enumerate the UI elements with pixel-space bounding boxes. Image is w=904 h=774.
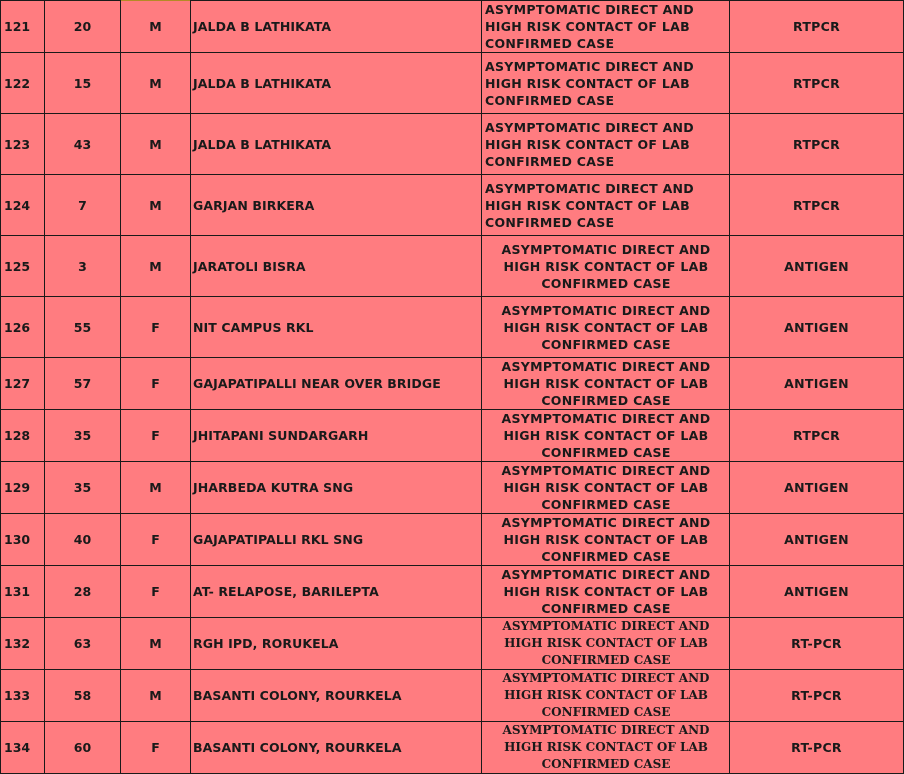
remarks-cell[interactable]: ASYMPTOMATIC DIRECT AND HIGH RISK CONTACT OF LAB CONFIRMED CASE bbox=[482, 1, 730, 53]
table-row[interactable] bbox=[1, 618, 904, 670]
test-type-cell[interactable]: RTPCR bbox=[730, 410, 904, 462]
serial-number-cell[interactable]: 125 bbox=[1, 236, 45, 297]
test-type-cell[interactable]: ANTIGEN bbox=[730, 566, 904, 618]
serial-number-cell[interactable]: 124 bbox=[1, 175, 45, 236]
test-type-cell[interactable]: ANTIGEN bbox=[730, 358, 904, 410]
serial-number-cell[interactable]: 121 bbox=[1, 1, 45, 53]
table-row[interactable] bbox=[1, 236, 904, 297]
age-cell[interactable]: 15 bbox=[45, 53, 121, 114]
test-type-cell[interactable]: RT-PCR bbox=[730, 618, 904, 670]
test-type-cell[interactable]: RTPCR bbox=[730, 53, 904, 114]
address-cell[interactable]: GAJAPATIPALLI NEAR OVER BRIDGE bbox=[191, 358, 482, 410]
table-row[interactable] bbox=[1, 175, 904, 236]
sex-cell[interactable]: M bbox=[121, 236, 191, 297]
sex-cell[interactable]: F bbox=[121, 297, 191, 358]
remarks-cell[interactable]: ASYMPTOMATIC DIRECT AND HIGH RISK CONTACT OF LAB CONFIRMED CASE bbox=[482, 53, 730, 114]
table-row[interactable] bbox=[1, 410, 904, 462]
serial-number-cell[interactable]: 134 bbox=[1, 722, 45, 774]
serial-number-cell[interactable]: 131 bbox=[1, 566, 45, 618]
table-row[interactable] bbox=[1, 53, 904, 114]
serial-number-cell[interactable]: 133 bbox=[1, 670, 45, 722]
age-cell[interactable]: 35 bbox=[45, 462, 121, 514]
remarks-cell[interactable]: ASYMPTOMATIC DIRECT AND HIGH RISK CONTACT OF LAB CONFIRMED CASE bbox=[482, 410, 730, 462]
table-row[interactable] bbox=[1, 722, 904, 774]
remarks-cell[interactable]: ASYMPTOMATIC DIRECT AND HIGH RISK CONTACT OF LAB CONFIRMED CASE bbox=[482, 670, 730, 722]
address-cell[interactable]: GAJAPATIPALLI RKL SNG bbox=[191, 514, 482, 566]
age-cell[interactable]: 43 bbox=[45, 114, 121, 175]
sex-cell[interactable]: M bbox=[121, 670, 191, 722]
address-cell[interactable]: JALDA B LATHIKATA bbox=[191, 53, 482, 114]
sex-cell[interactable]: M bbox=[121, 462, 191, 514]
sex-cell[interactable]: F bbox=[121, 410, 191, 462]
remarks-cell[interactable]: ASYMPTOMATIC DIRECT AND HIGH RISK CONTACT OF LAB CONFIRMED CASE bbox=[482, 722, 730, 774]
test-type-cell[interactable]: ANTIGEN bbox=[730, 462, 904, 514]
sex-cell[interactable]: F bbox=[121, 722, 191, 774]
age-cell[interactable]: 7 bbox=[45, 175, 121, 236]
serial-number-cell[interactable]: 132 bbox=[1, 618, 45, 670]
age-cell[interactable]: 28 bbox=[45, 566, 121, 618]
remarks-cell[interactable]: ASYMPTOMATIC DIRECT AND HIGH RISK CONTACT OF LAB CONFIRMED CASE bbox=[482, 618, 730, 670]
address-cell[interactable]: RGH IPD, RORUKELA bbox=[191, 618, 482, 670]
remarks-cell[interactable]: ASYMPTOMATIC DIRECT AND HIGH RISK CONTACT OF LAB CONFIRMED CASE bbox=[482, 236, 730, 297]
sex-cell[interactable]: F bbox=[121, 358, 191, 410]
test-type-cell[interactable]: RTPCR bbox=[730, 114, 904, 175]
remarks-cell[interactable]: ASYMPTOMATIC DIRECT AND HIGH RISK CONTACT OF LAB CONFIRMED CASE bbox=[482, 462, 730, 514]
address-cell[interactable]: BASANTI COLONY, ROURKELA bbox=[191, 670, 482, 722]
remarks-cell[interactable]: ASYMPTOMATIC DIRECT AND HIGH RISK CONTACT OF LAB CONFIRMED CASE bbox=[482, 514, 730, 566]
serial-number-cell[interactable]: 129 bbox=[1, 462, 45, 514]
address-cell[interactable]: JHITAPANI SUNDARGARH bbox=[191, 410, 482, 462]
serial-number-cell[interactable]: 128 bbox=[1, 410, 45, 462]
serial-number-cell[interactable]: 126 bbox=[1, 297, 45, 358]
age-cell[interactable]: 20 bbox=[45, 1, 121, 53]
address-cell[interactable]: JARATOLI BISRA bbox=[191, 236, 482, 297]
address-cell[interactable]: GARJAN BIRKERA bbox=[191, 175, 482, 236]
sex-cell[interactable]: M bbox=[121, 114, 191, 175]
address-cell[interactable]: JALDA B LATHIKATA bbox=[191, 1, 482, 53]
table-row[interactable] bbox=[1, 358, 904, 410]
age-cell[interactable]: 3 bbox=[45, 236, 121, 297]
serial-number-cell[interactable]: 123 bbox=[1, 114, 45, 175]
serial-number-cell[interactable]: 127 bbox=[1, 358, 45, 410]
table-body bbox=[1, 1, 904, 774]
age-cell[interactable]: 58 bbox=[45, 670, 121, 722]
test-type-cell[interactable]: ANTIGEN bbox=[730, 514, 904, 566]
test-type-cell[interactable]: ANTIGEN bbox=[730, 297, 904, 358]
remarks-cell[interactable]: ASYMPTOMATIC DIRECT AND HIGH RISK CONTACT OF LAB CONFIRMED CASE bbox=[482, 358, 730, 410]
test-type-cell[interactable]: RTPCR bbox=[730, 1, 904, 53]
serial-number-cell[interactable]: 130 bbox=[1, 514, 45, 566]
remarks-cell[interactable]: ASYMPTOMATIC DIRECT AND HIGH RISK CONTACT OF LAB CONFIRMED CASE bbox=[482, 566, 730, 618]
address-cell[interactable]: NIT CAMPUS RKL bbox=[191, 297, 482, 358]
address-cell[interactable]: JHARBEDA KUTRA SNG bbox=[191, 462, 482, 514]
age-cell[interactable]: 35 bbox=[45, 410, 121, 462]
sex-cell[interactable]: M bbox=[121, 1, 191, 53]
sex-cell[interactable]: F bbox=[121, 514, 191, 566]
table-row[interactable] bbox=[1, 297, 904, 358]
test-type-cell[interactable]: ANTIGEN bbox=[730, 236, 904, 297]
table-row[interactable] bbox=[1, 1, 904, 53]
address-cell[interactable]: AT- RELAPOSE, BARILEPTA bbox=[191, 566, 482, 618]
sex-cell[interactable]: F bbox=[121, 566, 191, 618]
serial-number-cell[interactable]: 122 bbox=[1, 53, 45, 114]
sex-cell[interactable]: M bbox=[121, 175, 191, 236]
test-type-cell[interactable]: RT-PCR bbox=[730, 722, 904, 774]
sex-cell[interactable]: M bbox=[121, 53, 191, 114]
age-cell[interactable]: 60 bbox=[45, 722, 121, 774]
table-row[interactable] bbox=[1, 462, 904, 514]
test-type-cell[interactable]: RTPCR bbox=[730, 175, 904, 236]
remarks-cell[interactable]: ASYMPTOMATIC DIRECT AND HIGH RISK CONTACT OF LAB CONFIRMED CASE bbox=[482, 114, 730, 175]
address-cell[interactable]: JALDA B LATHIKATA bbox=[191, 114, 482, 175]
remarks-cell[interactable]: ASYMPTOMATIC DIRECT AND HIGH RISK CONTACT OF LAB CONFIRMED CASE bbox=[482, 297, 730, 358]
test-type-cell[interactable]: RT-PCR bbox=[730, 670, 904, 722]
age-cell[interactable]: 57 bbox=[45, 358, 121, 410]
table-row[interactable] bbox=[1, 566, 904, 618]
table-row[interactable] bbox=[1, 670, 904, 722]
age-cell[interactable]: 63 bbox=[45, 618, 121, 670]
table-row[interactable] bbox=[1, 114, 904, 175]
age-cell[interactable]: 55 bbox=[45, 297, 121, 358]
age-cell[interactable]: 40 bbox=[45, 514, 121, 566]
table-row[interactable] bbox=[1, 514, 904, 566]
address-cell[interactable]: BASANTI COLONY, ROURKELA bbox=[191, 722, 482, 774]
remarks-cell[interactable]: ASYMPTOMATIC DIRECT AND HIGH RISK CONTACT OF LAB CONFIRMED CASE bbox=[482, 175, 730, 236]
sex-cell[interactable]: M bbox=[121, 618, 191, 670]
